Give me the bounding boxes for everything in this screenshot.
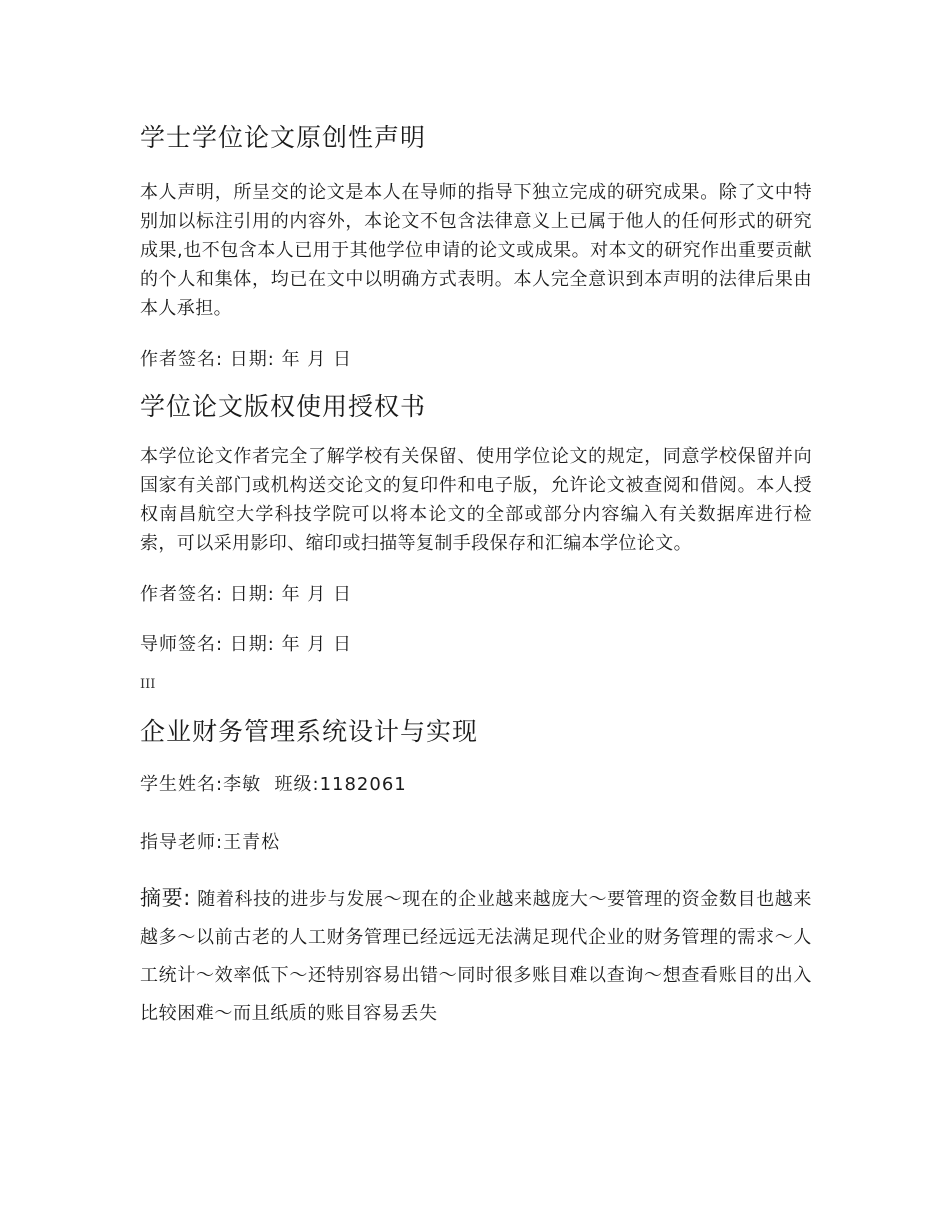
abstract-paragraph — [140, 879, 812, 1033]
page-number: III — [140, 677, 156, 692]
copyright-title: 学位论文版权使用授权书 — [140, 392, 427, 421]
declaration-body: 本人声明，所呈交的论文是本人在导师的指导下独立完成的研究成果。除了文中特别加以标注引用的内容外，本论文不包含法律意义上已属于他人的任何形式的研究成果,也不包含本人已用于其他学位申请的论文或成果。对本文的研究作出重要贡献的个人和集体，均已在文中以明确方式表明。本人完全意识到本声明的法律后果由本人承担。 — [140, 182, 812, 319]
student-info: 学生姓名:李敏 班级:1182061 — [140, 774, 407, 795]
advisor-signature-line: 导师签名: 日期: 年 月 日 — [140, 634, 353, 655]
thesis-title: 企业财务管理系统设计与实现 — [140, 717, 479, 746]
author-signature-line: 作者签名: 日期: 年 月 日 — [140, 349, 353, 370]
page-content — [140, 118, 812, 1033]
declaration-title: 学士学位论文原创性声明 — [140, 123, 427, 152]
advisor-info: 指导老师:王青松 — [140, 832, 281, 853]
copyright-body: 本学位论文作者完全了解学校有关保留、使用学位论文的规定，同意学校保留并向国家有关部门或机构送交论文的复印件和电子版，允许论文被查阅和借阅。本人授权南昌航空大学科技学院可以将本论文的全部或部分内容编入有关数据库进行检索，可以采用影印、缩印或扫描等复制手段保存和汇编本学位论文。 — [140, 446, 812, 554]
copyright-author-signature-line: 作者签名: 日期: 年 月 日 — [140, 584, 353, 605]
abstract-label: 摘要: — [140, 886, 191, 910]
abstract-text: 随着科技的进步与发展～现在的企业越来越庞大～要管理的资金数目也越来越多～以前古老的人工财务管理已经远远无法满足现代企业的财务管理的需求～人工统计～效率低下～还特别容易出错～同时很多账目难以查询～想查看账目的出入比较困难～而且纸质的账目容易丢失 — [140, 889, 812, 1024]
